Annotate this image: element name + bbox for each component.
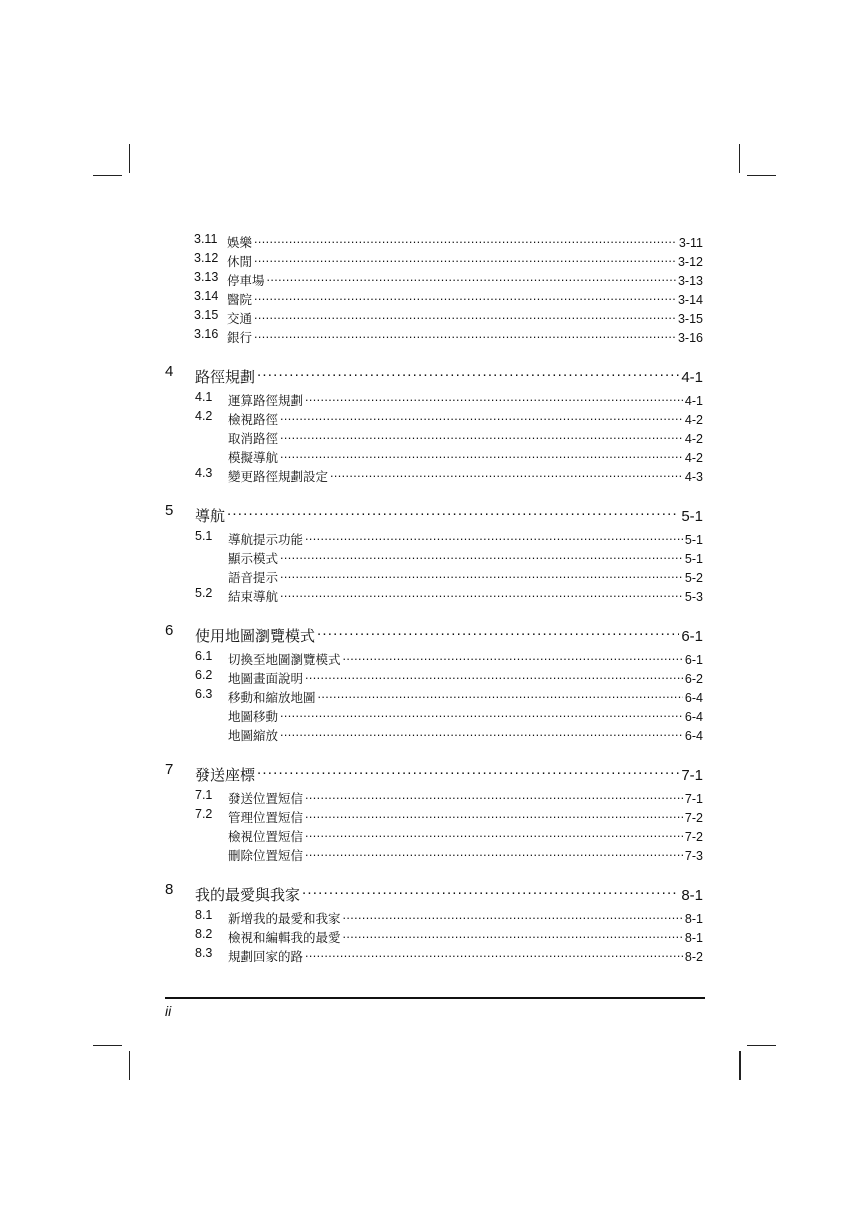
toc-title: 新增我的最愛和我家	[228, 912, 341, 926]
toc-title: 地圖移動	[228, 710, 279, 724]
toc-number: 5.2	[195, 586, 213, 600]
toc-title: 模擬導航	[228, 451, 279, 465]
toc-page-number: 4-2	[684, 432, 703, 446]
toc-number: 3.15	[194, 308, 219, 322]
dot-leader	[280, 427, 683, 443]
toc-page-number: 6-1	[681, 628, 703, 645]
dot-leader	[343, 907, 683, 923]
dot-leader	[280, 585, 683, 601]
toc-page-number: 3-16	[677, 331, 703, 345]
toc-number: 8.3	[195, 946, 213, 960]
toc-title: 我的最愛與我家	[195, 887, 301, 904]
toc-page-number: 8-1	[684, 931, 703, 945]
toc-section-entry[interactable]	[195, 806, 703, 825]
dot-leader	[302, 880, 679, 900]
toc-number: 7.2	[195, 807, 213, 821]
toc-number: 6.3	[195, 687, 213, 701]
dot-leader	[305, 806, 683, 822]
toc-section-entry[interactable]	[194, 250, 703, 269]
toc-title: 交通	[227, 312, 253, 326]
toc-chapter-entry[interactable]	[165, 621, 703, 645]
toc-number: 4	[165, 363, 174, 380]
dot-leader	[280, 566, 683, 582]
toc-title: 管理位置短信	[228, 811, 304, 825]
toc-page-number: 7-1	[681, 767, 703, 784]
toc-number: 7	[165, 761, 174, 778]
toc-number: 4.1	[195, 390, 213, 404]
toc-number: 6.1	[195, 649, 213, 663]
toc-section-entry[interactable]	[194, 307, 703, 326]
footer-rule	[165, 997, 705, 999]
toc-page-number: 8-2	[684, 950, 703, 964]
footer-page-number: ii	[165, 1003, 172, 1019]
toc-number: 6	[165, 622, 174, 639]
toc-section-entry[interactable]	[228, 724, 703, 743]
toc-page-number: 6-4	[684, 710, 703, 724]
toc-number: 5.1	[195, 529, 213, 543]
toc-title: 取消路徑	[228, 432, 279, 446]
dot-leader	[305, 844, 683, 860]
toc-page-number: 3-11	[678, 236, 703, 250]
dot-leader	[227, 501, 679, 521]
toc-title: 娛樂	[227, 236, 253, 250]
toc-title: 銀行	[227, 331, 253, 345]
toc-section-entry[interactable]	[195, 465, 703, 484]
toc-title: 運算路徑規劃	[228, 394, 304, 408]
toc-page-number: 6-4	[684, 691, 703, 705]
toc-page-number: 7-2	[684, 830, 703, 844]
toc-page-number: 3-15	[677, 312, 703, 326]
toc-page-number: 3-14	[677, 293, 703, 307]
crop-mark	[739, 144, 740, 173]
dot-leader	[280, 408, 683, 424]
toc-section-entry[interactable]	[195, 945, 703, 964]
toc-title: 導航	[195, 508, 226, 525]
toc-section-entry[interactable]	[195, 787, 703, 806]
toc-title: 地圖畫面說明	[228, 672, 304, 686]
dot-leader	[280, 547, 683, 563]
crop-mark	[739, 1051, 741, 1080]
dot-leader	[280, 705, 683, 721]
toc-section-entry[interactable]	[194, 288, 703, 307]
toc-title: 地圖縮放	[228, 729, 279, 743]
toc-title: 顯示模式	[228, 552, 279, 566]
toc-section-entry[interactable]	[228, 844, 703, 863]
toc-page-number: 3-13	[677, 274, 703, 288]
dot-leader	[254, 326, 676, 342]
dot-leader	[330, 465, 683, 481]
toc-title: 發送位置短信	[228, 792, 304, 806]
toc-title: 結束導航	[228, 590, 279, 604]
dot-leader	[305, 667, 683, 683]
toc-number: 8.1	[195, 908, 213, 922]
toc-page-number: 5-3	[684, 590, 703, 604]
toc-section-entry[interactable]	[228, 825, 703, 844]
toc-page-number: 4-2	[684, 413, 703, 427]
toc-title: 切換至地圖瀏覽模式	[228, 653, 341, 667]
dot-leader	[317, 621, 679, 641]
dot-leader	[254, 231, 677, 247]
toc-page-number: 7-2	[684, 811, 703, 825]
toc-page-number: 5-2	[684, 571, 703, 585]
dot-leader	[305, 825, 683, 841]
toc-page-number: 5-1	[681, 508, 703, 525]
toc-section-entry[interactable]	[194, 326, 703, 345]
toc-section-entry[interactable]	[195, 528, 703, 547]
toc-page-number: 8-1	[681, 887, 703, 904]
toc-section-entry[interactable]	[228, 547, 703, 566]
toc-section-entry[interactable]	[195, 907, 703, 926]
dot-leader	[254, 307, 676, 323]
toc-number: 8.2	[195, 927, 213, 941]
toc-title: 移動和縮放地圖	[228, 691, 316, 705]
toc-number: 7.1	[195, 788, 213, 802]
dot-leader	[267, 269, 676, 285]
dot-leader	[257, 362, 679, 382]
toc-section-entry[interactable]	[228, 566, 703, 585]
toc-number: 3.13	[194, 270, 219, 284]
toc-section-entry[interactable]	[228, 446, 703, 465]
toc-title: 語音提示	[228, 571, 279, 585]
toc-page-number: 4-1	[681, 369, 703, 386]
toc-title: 變更路徑規劃設定	[228, 470, 329, 484]
toc-page-number: 3-12	[677, 255, 703, 269]
toc-page-number: 5-1	[684, 533, 703, 547]
toc-page-number: 8-1	[684, 912, 703, 926]
toc-page-number: 4-3	[684, 470, 703, 484]
toc-page-number: 6-1	[684, 653, 703, 667]
toc-title: 停車場	[227, 274, 265, 288]
crop-mark	[129, 1051, 130, 1080]
toc-title: 路徑規劃	[195, 369, 256, 386]
crop-mark	[747, 175, 776, 176]
toc-number: 3.11	[194, 232, 218, 246]
toc-section-entry[interactable]	[228, 705, 703, 724]
toc-section-entry[interactable]	[195, 926, 703, 945]
dot-leader	[343, 926, 683, 942]
toc-title: 休閒	[227, 255, 253, 269]
toc-title: 檢視路徑	[228, 413, 279, 427]
toc-title: 導航提示功能	[228, 533, 304, 547]
toc-title: 檢視和編輯我的最愛	[228, 931, 341, 945]
toc-title: 刪除位置短信	[228, 849, 304, 863]
dot-leader	[305, 528, 683, 544]
toc-page-number: 7-1	[684, 792, 703, 806]
dot-leader	[305, 787, 683, 803]
toc-number: 3.14	[194, 289, 219, 303]
toc-page-number: 4-2	[684, 451, 703, 465]
crop-mark	[93, 175, 122, 176]
toc-number: 3.16	[194, 327, 219, 341]
dot-leader	[305, 945, 683, 961]
dot-leader	[305, 389, 683, 405]
toc-section-entry[interactable]	[194, 269, 703, 288]
toc-page-number: 6-2	[684, 672, 703, 686]
toc-section-entry[interactable]	[195, 667, 703, 686]
dot-leader	[257, 760, 679, 780]
toc-section-entry[interactable]	[195, 389, 703, 408]
toc-title: 發送座標	[195, 767, 256, 784]
crop-mark	[747, 1045, 776, 1046]
toc-title: 規劃回家的路	[228, 950, 304, 964]
toc-number: 5	[165, 502, 174, 519]
toc-section-entry[interactable]	[195, 686, 703, 705]
toc-title: 使用地圖瀏覽模式	[195, 628, 316, 645]
toc-number: 4.3	[195, 466, 213, 480]
toc-chapter-entry[interactable]	[165, 880, 703, 904]
toc-number: 3.12	[194, 251, 219, 265]
toc-page-number: 5-1	[684, 552, 703, 566]
dot-leader	[343, 648, 683, 664]
toc-number: 8	[165, 881, 174, 898]
toc-page-number: 7-3	[684, 849, 703, 863]
toc-section-entry[interactable]	[195, 585, 703, 604]
toc-section-entry[interactable]	[228, 427, 703, 446]
toc-chapter-entry[interactable]	[165, 501, 703, 525]
toc-title: 醫院	[227, 293, 253, 307]
toc-chapter-entry[interactable]	[165, 362, 703, 386]
toc-page-number: 4-1	[684, 394, 703, 408]
toc-section-entry[interactable]	[195, 648, 703, 667]
crop-mark	[129, 144, 130, 173]
toc-number: 6.2	[195, 668, 213, 682]
toc-section-entry[interactable]	[195, 408, 703, 427]
crop-mark	[93, 1045, 122, 1046]
toc-chapter-entry[interactable]	[165, 760, 703, 784]
dot-leader	[280, 724, 683, 740]
toc-title: 檢視位置短信	[228, 830, 304, 844]
dot-leader	[254, 288, 676, 304]
dot-leader	[254, 250, 676, 266]
dot-leader	[280, 446, 683, 462]
toc-section-entry[interactable]	[194, 231, 703, 250]
dot-leader	[318, 686, 683, 702]
toc-number: 4.2	[195, 409, 213, 423]
toc-page-number: 6-4	[684, 729, 703, 743]
